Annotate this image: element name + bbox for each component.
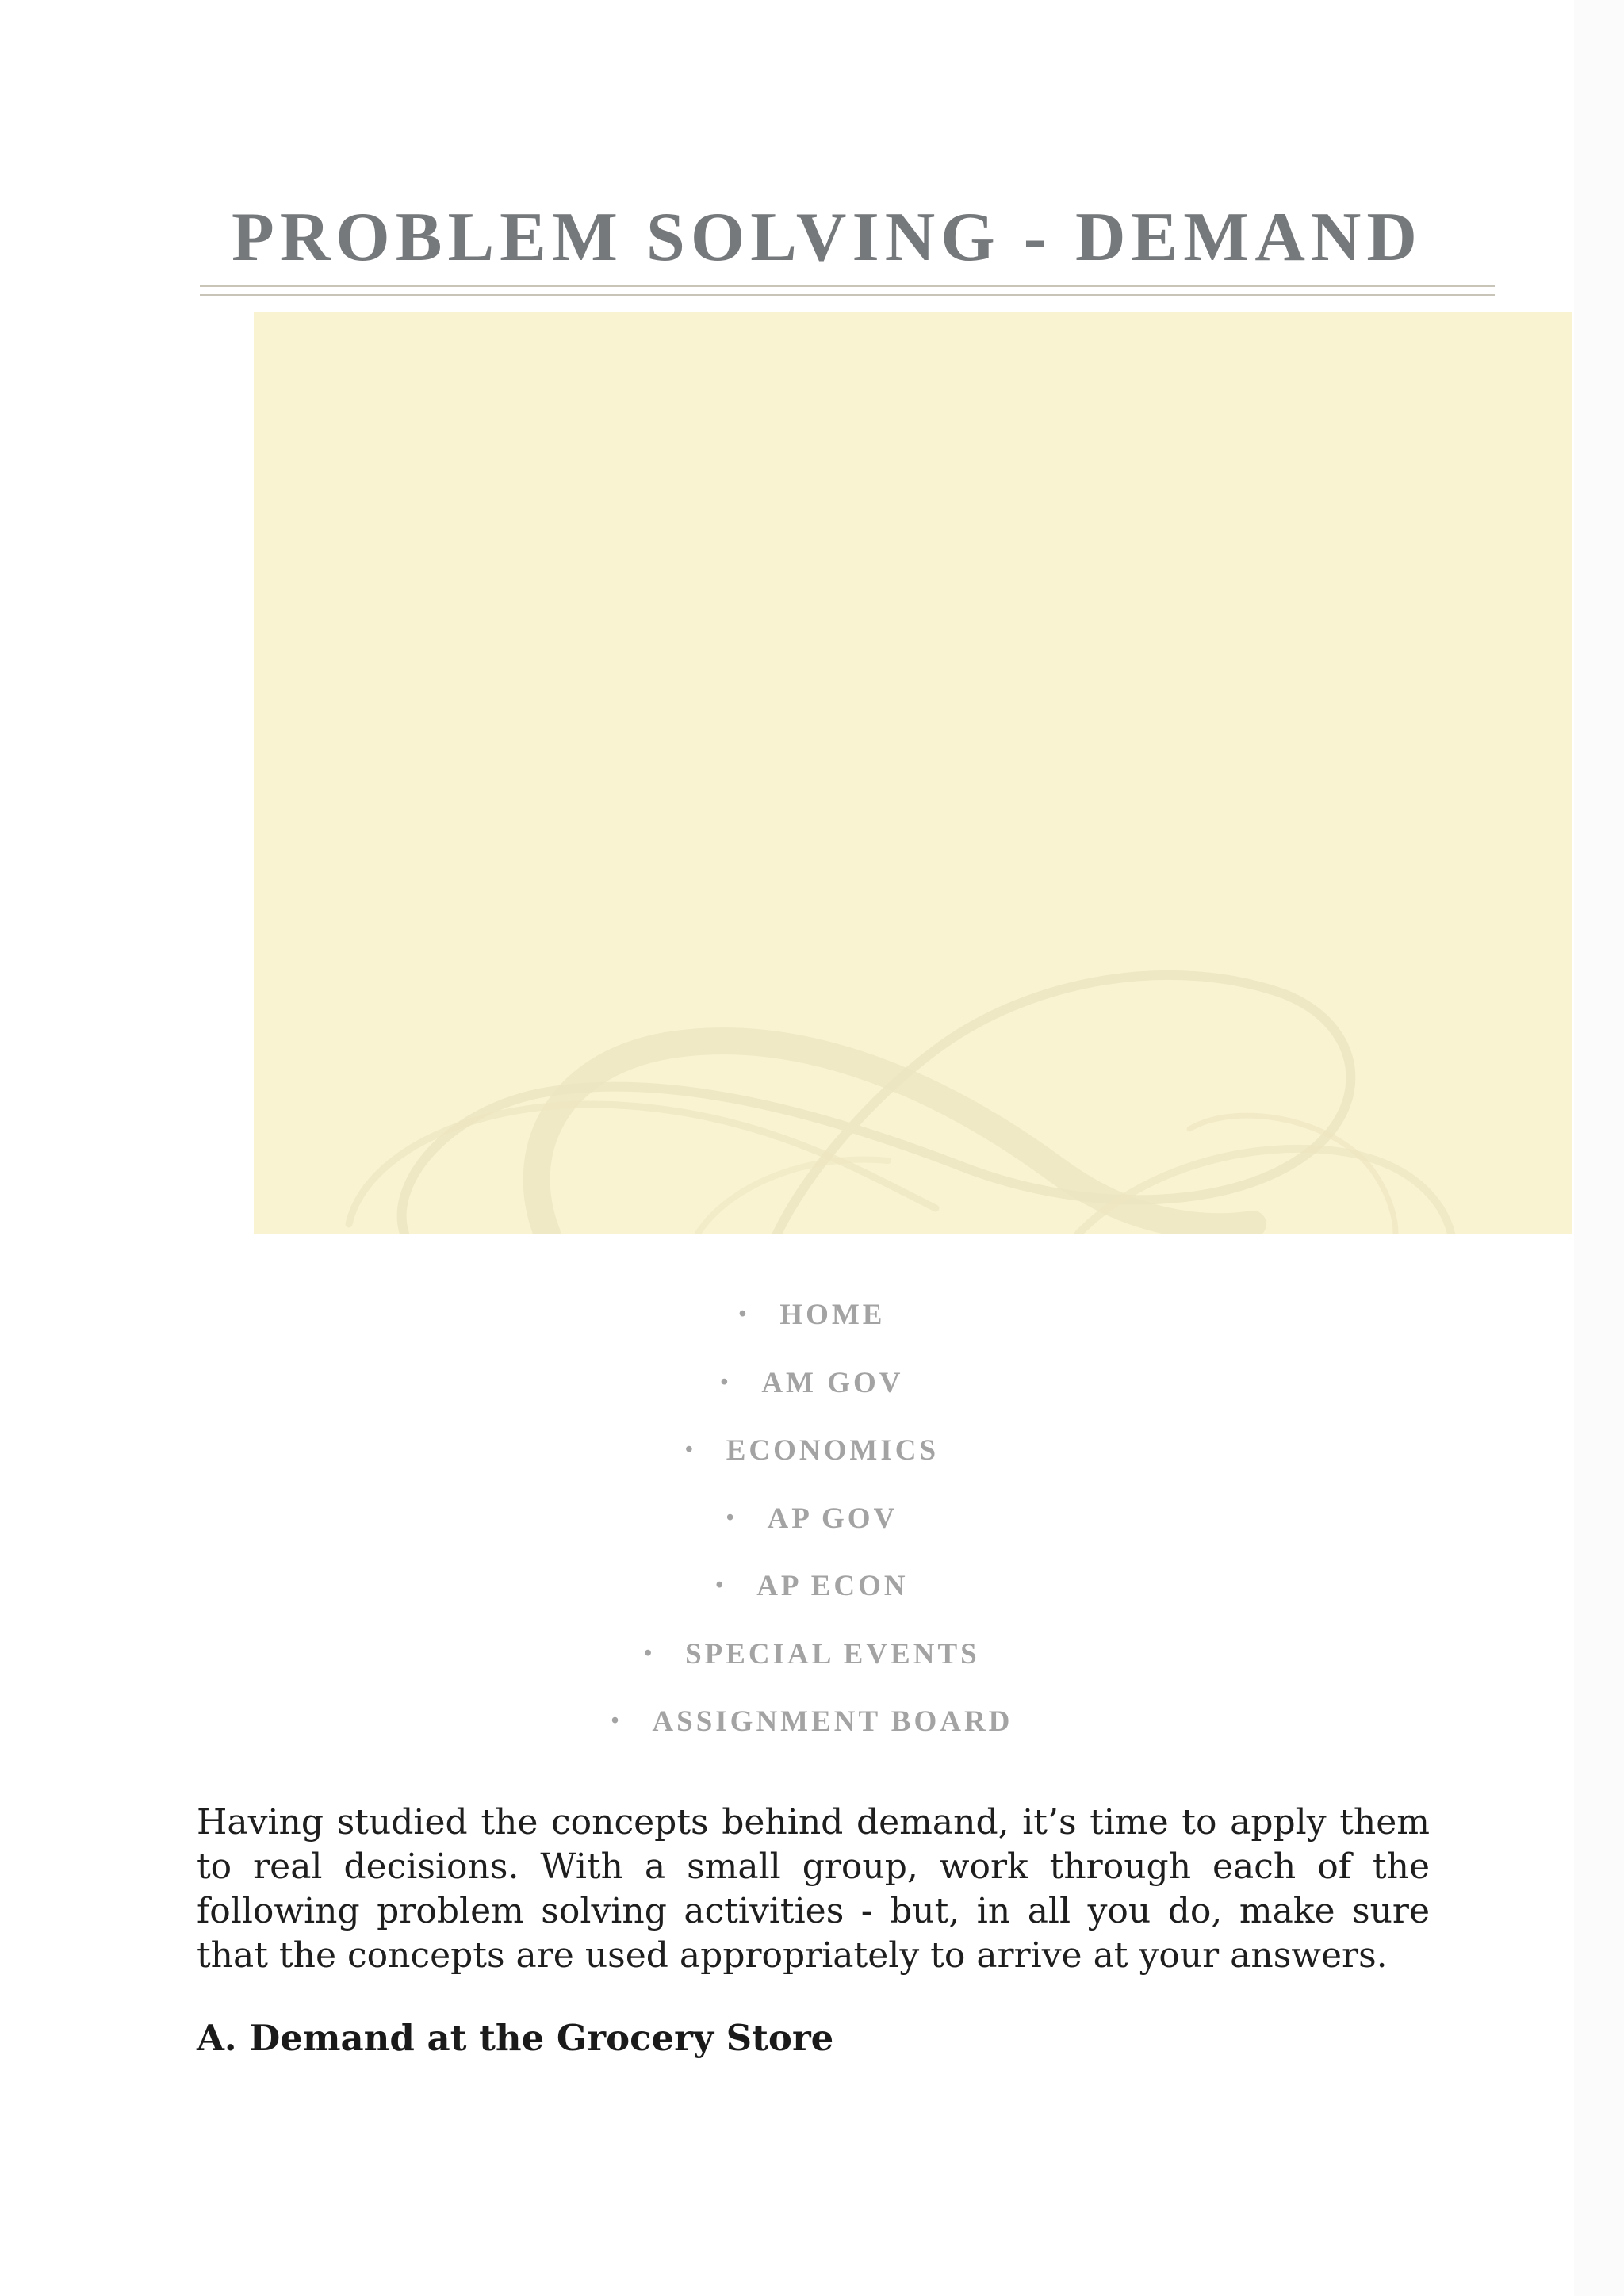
nav-item-label[interactable]: ASSIGNMENT BOARD (652, 1705, 1013, 1738)
nav-item-home[interactable] (0, 1300, 1624, 1368)
bullet-icon: • (715, 1573, 727, 1598)
title-divider-secondary (200, 294, 1495, 296)
main-nav (0, 1300, 1624, 1775)
nav-item-label[interactable]: AP ECON (756, 1570, 909, 1602)
nav-item-assignment-board[interactable] (0, 1707, 1624, 1775)
nav-item-label[interactable]: HOME (779, 1299, 886, 1331)
nav-item-ap-gov[interactable] (0, 1504, 1624, 1572)
page-edge-strip (1574, 0, 1624, 2296)
nav-item-label[interactable]: ECONOMICS (726, 1434, 940, 1467)
nav-item-am-gov[interactable] (0, 1368, 1624, 1437)
bullet-icon: • (720, 1369, 732, 1395)
nav-item-label[interactable]: SPECIAL EVENTS (685, 1637, 980, 1670)
nav-item-special-events[interactable] (0, 1637, 1624, 1708)
bullet-icon: • (611, 1709, 622, 1733)
section-heading: A. Demand at the Grocery Store (197, 2017, 834, 2059)
nav-item-label[interactable]: AP GOV (767, 1502, 898, 1535)
bullet-icon: • (738, 1302, 750, 1326)
intro-paragraph: Having studied the concepts behind demand, it’s time to apply them to real decisions. With a small group, work through each of the following problem solving activities - but, in all you do, make sure that the concepts are used appropriately to arrive at your answers. (197, 1802, 1430, 1976)
header-banner-image (254, 312, 1572, 1234)
bullet-icon: • (644, 1640, 656, 1666)
nav-item-ap-econ[interactable] (0, 1571, 1624, 1640)
nav-item-economics[interactable] (0, 1436, 1624, 1504)
bullet-icon: • (684, 1437, 696, 1462)
nav-item-label[interactable]: AM GOV (761, 1366, 904, 1399)
title-divider (200, 285, 1495, 287)
bullet-icon: • (726, 1505, 737, 1530)
flourish-ornament (254, 312, 1572, 1234)
page-title: PROBLEM SOLVING - DEMAND (232, 199, 1423, 276)
